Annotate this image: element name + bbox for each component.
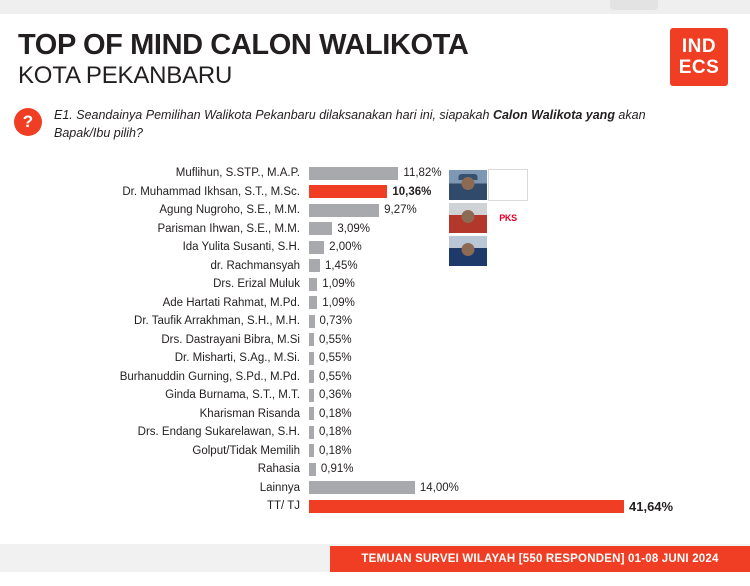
chart-bar (309, 500, 624, 513)
question-mark-icon: ? (14, 108, 42, 136)
face-shape-icon (462, 243, 475, 256)
chart-row-label: Parisman Ihwan, S.E., M.M. (157, 222, 300, 235)
chart-bar (309, 259, 320, 272)
chart-row (0, 386, 750, 405)
chart-value-label: 11,82% (403, 167, 442, 180)
chart-bar (309, 481, 415, 494)
chart-value-label: 1,09% (322, 278, 355, 291)
bar-chart (0, 164, 750, 516)
chart-row-label: Dr. Taufik Arrakhman, S.H., M.H. (134, 315, 300, 328)
chart-bar (309, 185, 387, 198)
chart-row-label: Ida Yulita Susanti, S.H. (182, 241, 300, 254)
chart-value-label: 1,09% (322, 296, 355, 309)
chart-row (0, 460, 750, 479)
chart-row (0, 164, 750, 183)
chart-row (0, 257, 750, 276)
logo-line-1: IND (681, 36, 717, 57)
chart-row-label: Golput/Tidak Memilih (192, 444, 300, 457)
chart-value-label: 0,18% (319, 426, 352, 439)
question-highlight: Calon Walikota yang (492, 108, 615, 122)
chart-value-label: 0,18% (319, 407, 352, 420)
chart-bar-wrap (309, 444, 750, 457)
chart-bar (309, 278, 317, 291)
chart-bar-wrap (309, 352, 750, 365)
chart-bar (309, 352, 314, 365)
chart-bar-wrap (309, 333, 750, 346)
chart-value-label: 14,00% (419, 481, 459, 494)
chart-value-label: 1,45% (324, 259, 358, 272)
chart-value-label: 3,09% (337, 222, 370, 235)
chart-value-label: 0,73% (319, 315, 353, 328)
question-block (14, 106, 714, 142)
title-sub: KOTA PEKANBARU (18, 62, 233, 90)
chart-row (0, 312, 750, 331)
chart-card (0, 14, 750, 572)
chart-row-label: Ginda Burnama, S.T., M.T. (165, 389, 300, 402)
party-logo-label: PKS (499, 213, 517, 223)
chart-row-label: Drs. Endang Sukarelawan, S.H. (137, 426, 300, 439)
face-shape-icon (462, 177, 475, 190)
chart-value-label: 0,91% (320, 463, 354, 476)
chart-row-label: Drs. Erizal Muluk (213, 278, 300, 291)
chart-row (0, 183, 750, 202)
party-logo-pks (488, 202, 528, 234)
chart-row-label: Dr. Misharti, S.Ag., M.Si. (174, 352, 300, 365)
chart-bar (309, 296, 317, 309)
chart-bar (309, 241, 324, 254)
chart-value-label: 9,27% (384, 204, 417, 217)
chart-bar-wrap (309, 296, 750, 309)
chart-value-label: 0,55% (319, 370, 352, 383)
top-strip (0, 0, 750, 14)
chart-bar (309, 463, 316, 476)
chart-value-label: 2,00% (329, 241, 362, 254)
chart-bar-wrap (309, 167, 750, 180)
chart-bar (309, 222, 332, 235)
chart-row (0, 331, 750, 350)
chart-row-label: Rahasia (257, 463, 300, 476)
chart-bar-wrap (309, 370, 750, 383)
chart-row (0, 405, 750, 424)
footer-banner (330, 546, 750, 572)
chart-row-label: Lainnya (259, 481, 300, 494)
chart-bar (309, 426, 314, 439)
chart-bar (309, 204, 379, 217)
chart-row-label: Burhanuddin Gurning, S.Pd., M.Pd. (119, 370, 300, 383)
chart-bar (309, 315, 315, 328)
chart-bar-wrap (309, 389, 750, 402)
chart-bar (309, 333, 314, 346)
chart-row (0, 220, 750, 239)
chart-bar-wrap (309, 278, 750, 291)
chart-row (0, 423, 750, 442)
chart-row (0, 349, 750, 368)
chart-row (0, 201, 750, 220)
chart-bar-wrap (309, 463, 750, 476)
footer-text: TEMUAN SURVEI WILAYAH [550 RESPONDEN] 01-08 JUNI 2024 (361, 553, 719, 565)
chart-value-label: 10,36% (392, 185, 432, 198)
chart-bar (309, 407, 314, 420)
chart-bar (309, 370, 314, 383)
chart-bar-wrap (309, 426, 750, 439)
chart-row (0, 479, 750, 498)
chart-row (0, 368, 750, 387)
question-prefix: E1. Seandainya Pemilihan Walikota Pekanbaru dilaksanakan hari ini, siapakah (54, 108, 493, 122)
face-shape-icon (462, 210, 475, 223)
candidate-photo-4 (448, 235, 488, 267)
candidate-photo-3 (448, 202, 488, 234)
chart-bar-wrap (309, 499, 750, 514)
chart-bar-wrap (309, 315, 750, 328)
top-strip-notch (610, 0, 658, 10)
chart-row (0, 497, 750, 516)
candidate-photo-1 (448, 169, 488, 201)
chart-bar-wrap (309, 241, 750, 254)
chart-row (0, 238, 750, 257)
question-suffix: akan Bapak/Ibu pilih? (54, 108, 646, 141)
chart-row (0, 442, 750, 461)
chart-row-label: Drs. Dastrayani Bibra, M.Si (161, 333, 300, 346)
chart-bar (309, 167, 398, 180)
chart-row-label: Dr. Muhammad Ikhsan, S.T., M.Sc. (122, 185, 300, 198)
chart-row-label: Ade Hartati Rahmat, M.Pd. (162, 296, 300, 309)
logo-line-2: ECS (678, 57, 720, 78)
chart-bar (309, 444, 314, 457)
page-title (18, 30, 468, 90)
chart-value-label: 0,36% (319, 389, 352, 402)
chart-bar-wrap (309, 204, 750, 217)
chart-value-label: 0,18% (319, 444, 352, 457)
question-text (54, 106, 694, 142)
chart-value-label: 41,64% (629, 498, 674, 514)
chart-row-label: Muflihun, S.STP., M.A.P. (175, 167, 300, 180)
brand-logo (670, 28, 728, 86)
chart-value-label: 0,55% (319, 333, 352, 346)
chart-bar-wrap (309, 222, 750, 235)
title-main: TOP OF MIND CALON WALIKOTA (18, 29, 469, 61)
chart-row (0, 294, 750, 313)
chart-row-label: TT/ TJ (266, 500, 300, 513)
chart-row-label: Kharisman Risanda (199, 407, 300, 420)
chart-bar-wrap (309, 407, 750, 420)
chart-bar (309, 389, 314, 402)
candidate-photo-2 (488, 169, 528, 201)
chart-bar-wrap (309, 185, 750, 198)
candidate-photos (428, 169, 517, 269)
chart-row (0, 275, 750, 294)
chart-row-label: dr. Rachmansyah (210, 259, 300, 272)
chart-row-label: Agung Nugroho, S.E., M.M. (159, 204, 300, 217)
chart-bar-wrap (309, 259, 750, 272)
chart-value-label: 0,55% (319, 352, 352, 365)
chart-bar-wrap (309, 481, 750, 494)
